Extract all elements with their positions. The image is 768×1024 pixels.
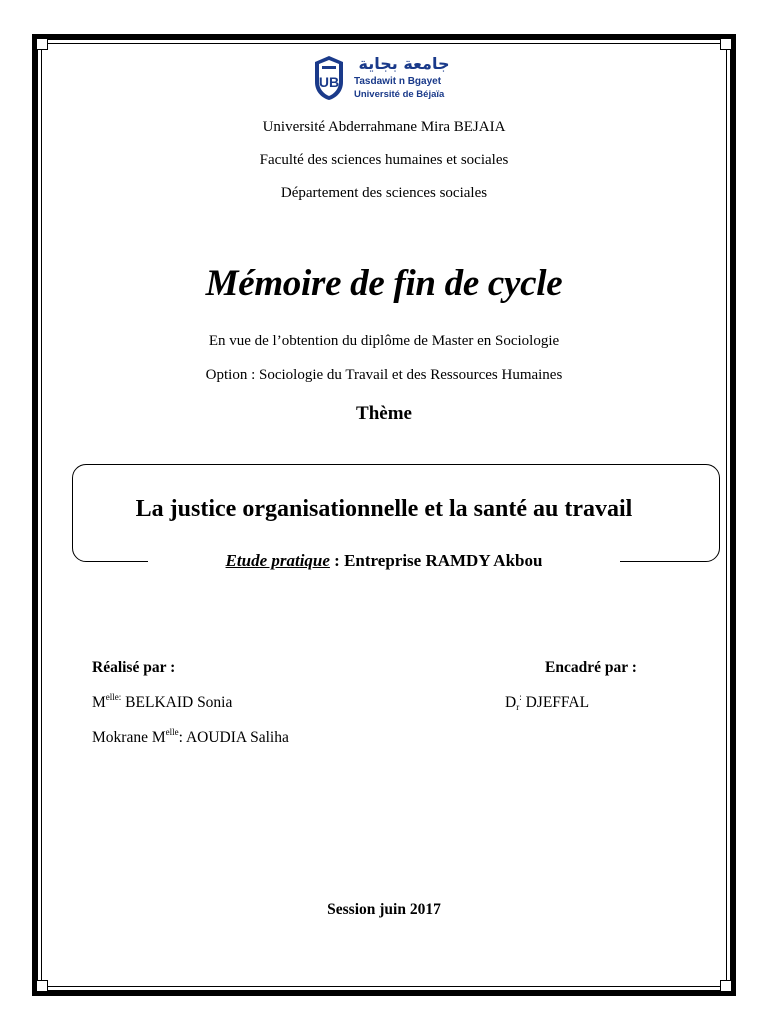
logo-arabic-text xyxy=(354,52,454,74)
option-line: Option : Sociologie du Travail et des Ressources Humaines xyxy=(205,367,563,383)
authors-heading: Réalisé par : xyxy=(92,659,176,676)
logo-text xyxy=(354,52,454,106)
degree-line: En vue de l’obtention du diplôme de Master en Sociologie xyxy=(208,333,560,349)
author-1-name: BELKAID Sonia xyxy=(121,694,233,711)
supervisor-prefix: D xyxy=(505,694,517,711)
session-date: Session juin 2017 xyxy=(327,901,441,918)
supervisor-title-sub: r xyxy=(516,702,520,712)
author-2 xyxy=(92,727,289,747)
department-name: Département des sciences sociales xyxy=(280,185,488,201)
university-logo xyxy=(312,52,452,106)
document-title: Mémoire de fin de cycle xyxy=(205,263,563,304)
faculty-name: Faculté des sciences humaines et sociales xyxy=(259,152,509,168)
theme-label: Thème xyxy=(356,403,412,424)
case-study-company: : Entreprise RAMDY Akbou xyxy=(329,551,543,570)
author-2-name: : AOUDIA Saliha xyxy=(178,729,289,746)
university-name: Université Abderrahmane Mira BEJAIA xyxy=(262,119,506,135)
supervisor-name: DJEFFAL xyxy=(521,694,590,711)
border-corner-top-left xyxy=(36,38,48,50)
case-study-line xyxy=(0,551,768,571)
theme-title: La justice organisationnelle et la santé au travail xyxy=(135,496,633,522)
university-emblem-icon xyxy=(312,54,346,102)
author-1-prefix: M xyxy=(92,694,106,711)
logo-line-french: Université de Béjaïa xyxy=(354,89,445,100)
logo-line-berber: Tasdawit n Bgayet xyxy=(354,76,442,87)
author-1-title-sup: elle: xyxy=(105,692,122,702)
author-2-prefix: Mokrane M xyxy=(92,729,166,746)
svg-text:جامعة بجاية: جامعة بجاية xyxy=(358,54,450,73)
case-study-label: Etude pratique xyxy=(225,551,330,570)
author-2-title-sup: elle xyxy=(165,727,179,737)
supervisor-heading: Encadré par : xyxy=(545,659,637,676)
supervisor-title-sup: : xyxy=(519,692,522,702)
supervisor-name-line xyxy=(505,692,589,712)
author-1 xyxy=(92,692,232,712)
border-corner-top-right xyxy=(720,38,732,50)
border-corner-bottom-right xyxy=(720,980,732,992)
border-corner-bottom-left xyxy=(36,980,48,992)
svg-text:UB: UB xyxy=(318,74,340,90)
